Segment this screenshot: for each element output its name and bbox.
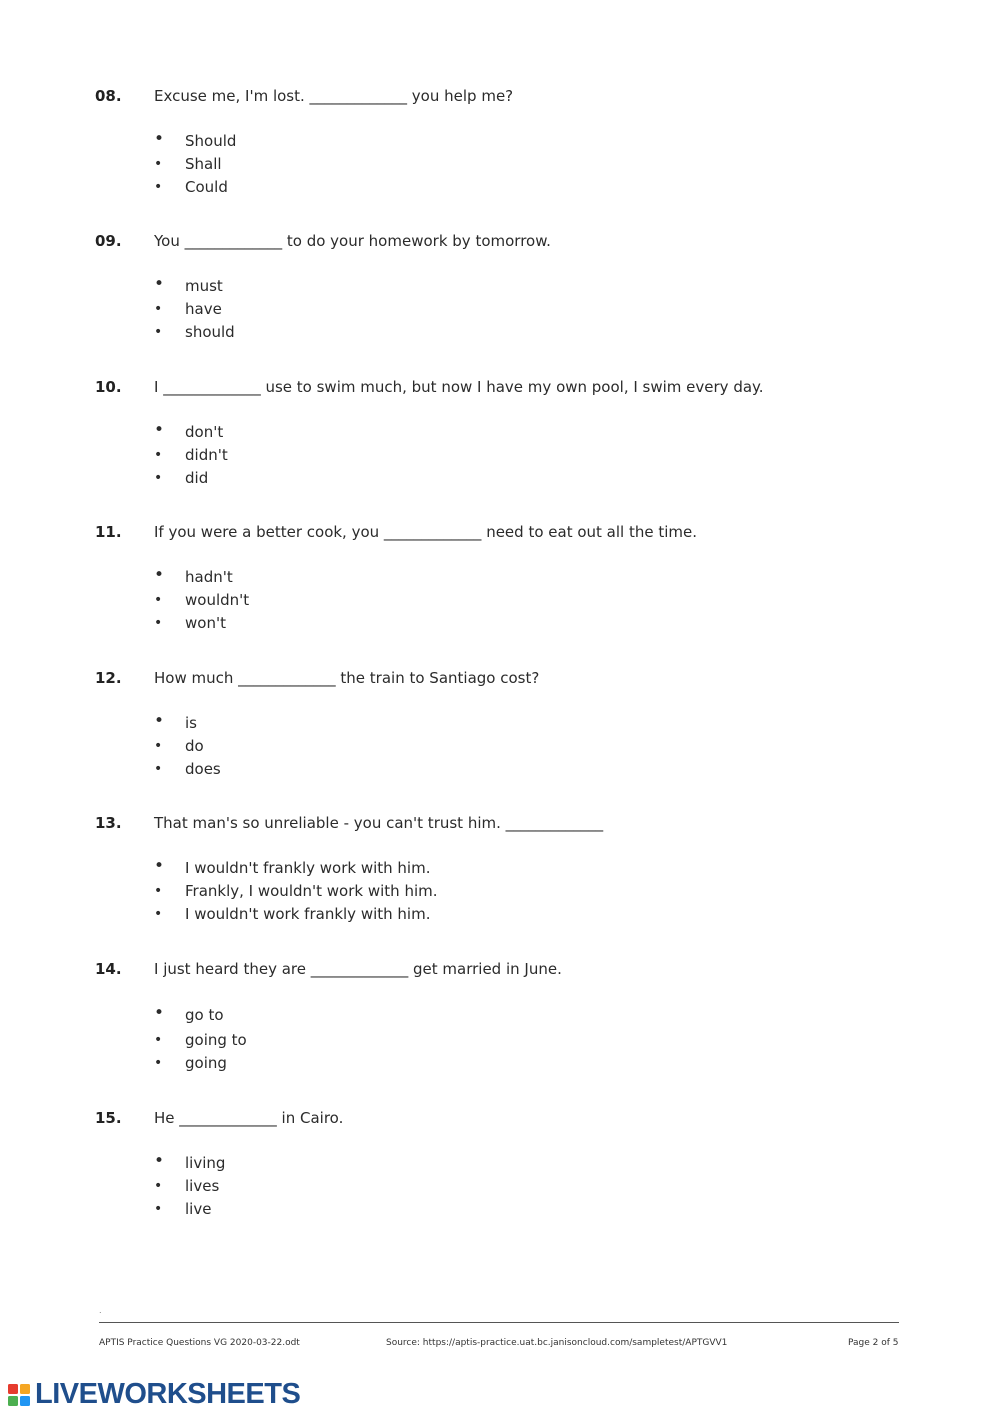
bullet-icon: • xyxy=(154,156,163,172)
logo-block-green xyxy=(8,1396,18,1406)
option-list xyxy=(154,130,236,199)
option-label: living xyxy=(185,1154,226,1172)
footer-page-number: Page 2 of 5 xyxy=(848,1338,899,1348)
option-label: wouldn't xyxy=(185,591,250,609)
option-item[interactable] xyxy=(154,566,249,589)
option-list xyxy=(154,566,249,635)
option-list xyxy=(154,1003,247,1075)
option-label: going to xyxy=(185,1031,247,1049)
question-number: 11. xyxy=(95,523,122,541)
option-item[interactable] xyxy=(154,275,235,298)
option-label: go to xyxy=(185,1006,224,1024)
liveworksheets-logo-icon xyxy=(8,1384,32,1406)
option-item[interactable] xyxy=(154,153,236,176)
bullet-icon: • xyxy=(154,1032,163,1048)
bullet-icon: • xyxy=(154,129,165,149)
option-item[interactable] xyxy=(154,1152,225,1175)
bullet-icon: • xyxy=(154,1201,163,1217)
bullet-icon: • xyxy=(154,761,163,777)
option-item[interactable] xyxy=(154,176,236,199)
question-text: You _____________ to do your homework by tomorrow. xyxy=(154,232,551,250)
option-label: is xyxy=(185,714,197,732)
question-number: 10. xyxy=(95,378,122,396)
bullet-icon: • xyxy=(154,856,165,876)
question-text: That man's so unreliable - you can't trust him. _____________ xyxy=(154,814,604,832)
option-item[interactable] xyxy=(154,612,249,635)
question-number: 13. xyxy=(95,814,122,832)
bullet-icon: • xyxy=(154,1178,163,1194)
footer-file-name: APTIS Practice Questions VG 2020-03-22.odt xyxy=(99,1338,300,1348)
option-label: must xyxy=(185,277,223,295)
option-label: Should xyxy=(185,132,237,150)
bullet-icon: • xyxy=(154,883,163,899)
bullet-icon: • xyxy=(154,274,165,294)
bullet-icon: • xyxy=(154,1151,165,1171)
option-item[interactable] xyxy=(154,444,228,467)
footer-divider xyxy=(99,1322,899,1323)
option-item[interactable] xyxy=(154,298,235,321)
option-list xyxy=(154,857,438,926)
option-label: live xyxy=(185,1200,212,1218)
option-list xyxy=(154,1152,225,1221)
brand-name: LIVEWORKSHEETS xyxy=(35,1378,301,1410)
option-label: does xyxy=(185,760,221,778)
option-label: do xyxy=(185,737,204,755)
option-list xyxy=(154,275,235,344)
bullet-icon: • xyxy=(154,447,163,463)
option-item[interactable] xyxy=(154,130,236,153)
option-item[interactable] xyxy=(154,903,438,926)
question-text: He _____________ in Cairo. xyxy=(154,1109,344,1127)
option-item[interactable] xyxy=(154,1003,247,1028)
option-list xyxy=(154,421,228,490)
question-text: I _____________ use to swim much, but now I have my own pool, I swim every day. xyxy=(154,378,764,396)
question-text: How much _____________ the train to Santiago cost? xyxy=(154,669,540,687)
option-item[interactable] xyxy=(154,758,221,781)
question-number: 12. xyxy=(95,669,122,687)
bullet-icon: • xyxy=(154,420,165,440)
option-item[interactable] xyxy=(154,857,438,880)
option-item[interactable] xyxy=(154,712,221,735)
option-label: did xyxy=(185,469,209,487)
option-label: Shall xyxy=(185,155,222,173)
option-label: Could xyxy=(185,178,228,196)
footer-dot: . xyxy=(99,1306,102,1315)
bullet-icon: • xyxy=(154,1055,163,1071)
bullet-icon: • xyxy=(154,711,165,731)
option-item[interactable] xyxy=(154,1052,247,1075)
bullet-icon: • xyxy=(154,615,163,631)
logo-block-red xyxy=(8,1384,18,1394)
bullet-icon: • xyxy=(154,301,163,317)
option-item[interactable] xyxy=(154,1175,225,1198)
question-text: Excuse me, I'm lost. _____________ you help me? xyxy=(154,87,514,105)
option-label: didn't xyxy=(185,446,228,464)
option-item[interactable] xyxy=(154,589,249,612)
question-number: 14. xyxy=(95,960,122,978)
bullet-icon: • xyxy=(154,565,165,585)
option-item[interactable] xyxy=(154,1198,225,1221)
option-label: lives xyxy=(185,1177,220,1195)
bullet-icon: • xyxy=(154,906,163,922)
option-label: I wouldn't work frankly with him. xyxy=(185,905,431,923)
question-number: 15. xyxy=(95,1109,122,1127)
bullet-icon: • xyxy=(154,470,163,486)
option-label: have xyxy=(185,300,222,318)
option-label: Frankly, I wouldn't work with him. xyxy=(185,882,438,900)
question-number: 09. xyxy=(95,232,122,250)
footer-source: Source: https://aptis-practice.uat.bc.janisoncloud.com/sampletest/APTGVV1 xyxy=(386,1338,728,1348)
question-text: If you were a better cook, you _____________ need to eat out all the time. xyxy=(154,523,698,541)
question-number: 08. xyxy=(95,87,122,105)
option-item[interactable] xyxy=(154,1028,247,1052)
option-item[interactable] xyxy=(154,880,438,903)
option-label: I wouldn't frankly work with him. xyxy=(185,859,431,877)
logo-block-orange xyxy=(20,1384,30,1394)
option-item[interactable] xyxy=(154,467,228,490)
option-label: don't xyxy=(185,423,224,441)
bullet-icon: • xyxy=(154,324,163,340)
option-label: won't xyxy=(185,614,226,632)
question-text: I just heard they are _____________ get married in June. xyxy=(154,960,562,978)
option-label: hadn't xyxy=(185,568,233,586)
option-list xyxy=(154,712,221,781)
option-item[interactable] xyxy=(154,735,221,758)
bullet-icon: • xyxy=(154,738,163,754)
option-label: should xyxy=(185,323,235,341)
bullet-icon: • xyxy=(154,1003,165,1023)
option-item[interactable] xyxy=(154,321,235,344)
bullet-icon: • xyxy=(154,179,163,195)
option-item[interactable] xyxy=(154,421,228,444)
option-label: going xyxy=(185,1054,227,1072)
logo-block-blue xyxy=(20,1396,30,1406)
bullet-icon: • xyxy=(154,592,163,608)
